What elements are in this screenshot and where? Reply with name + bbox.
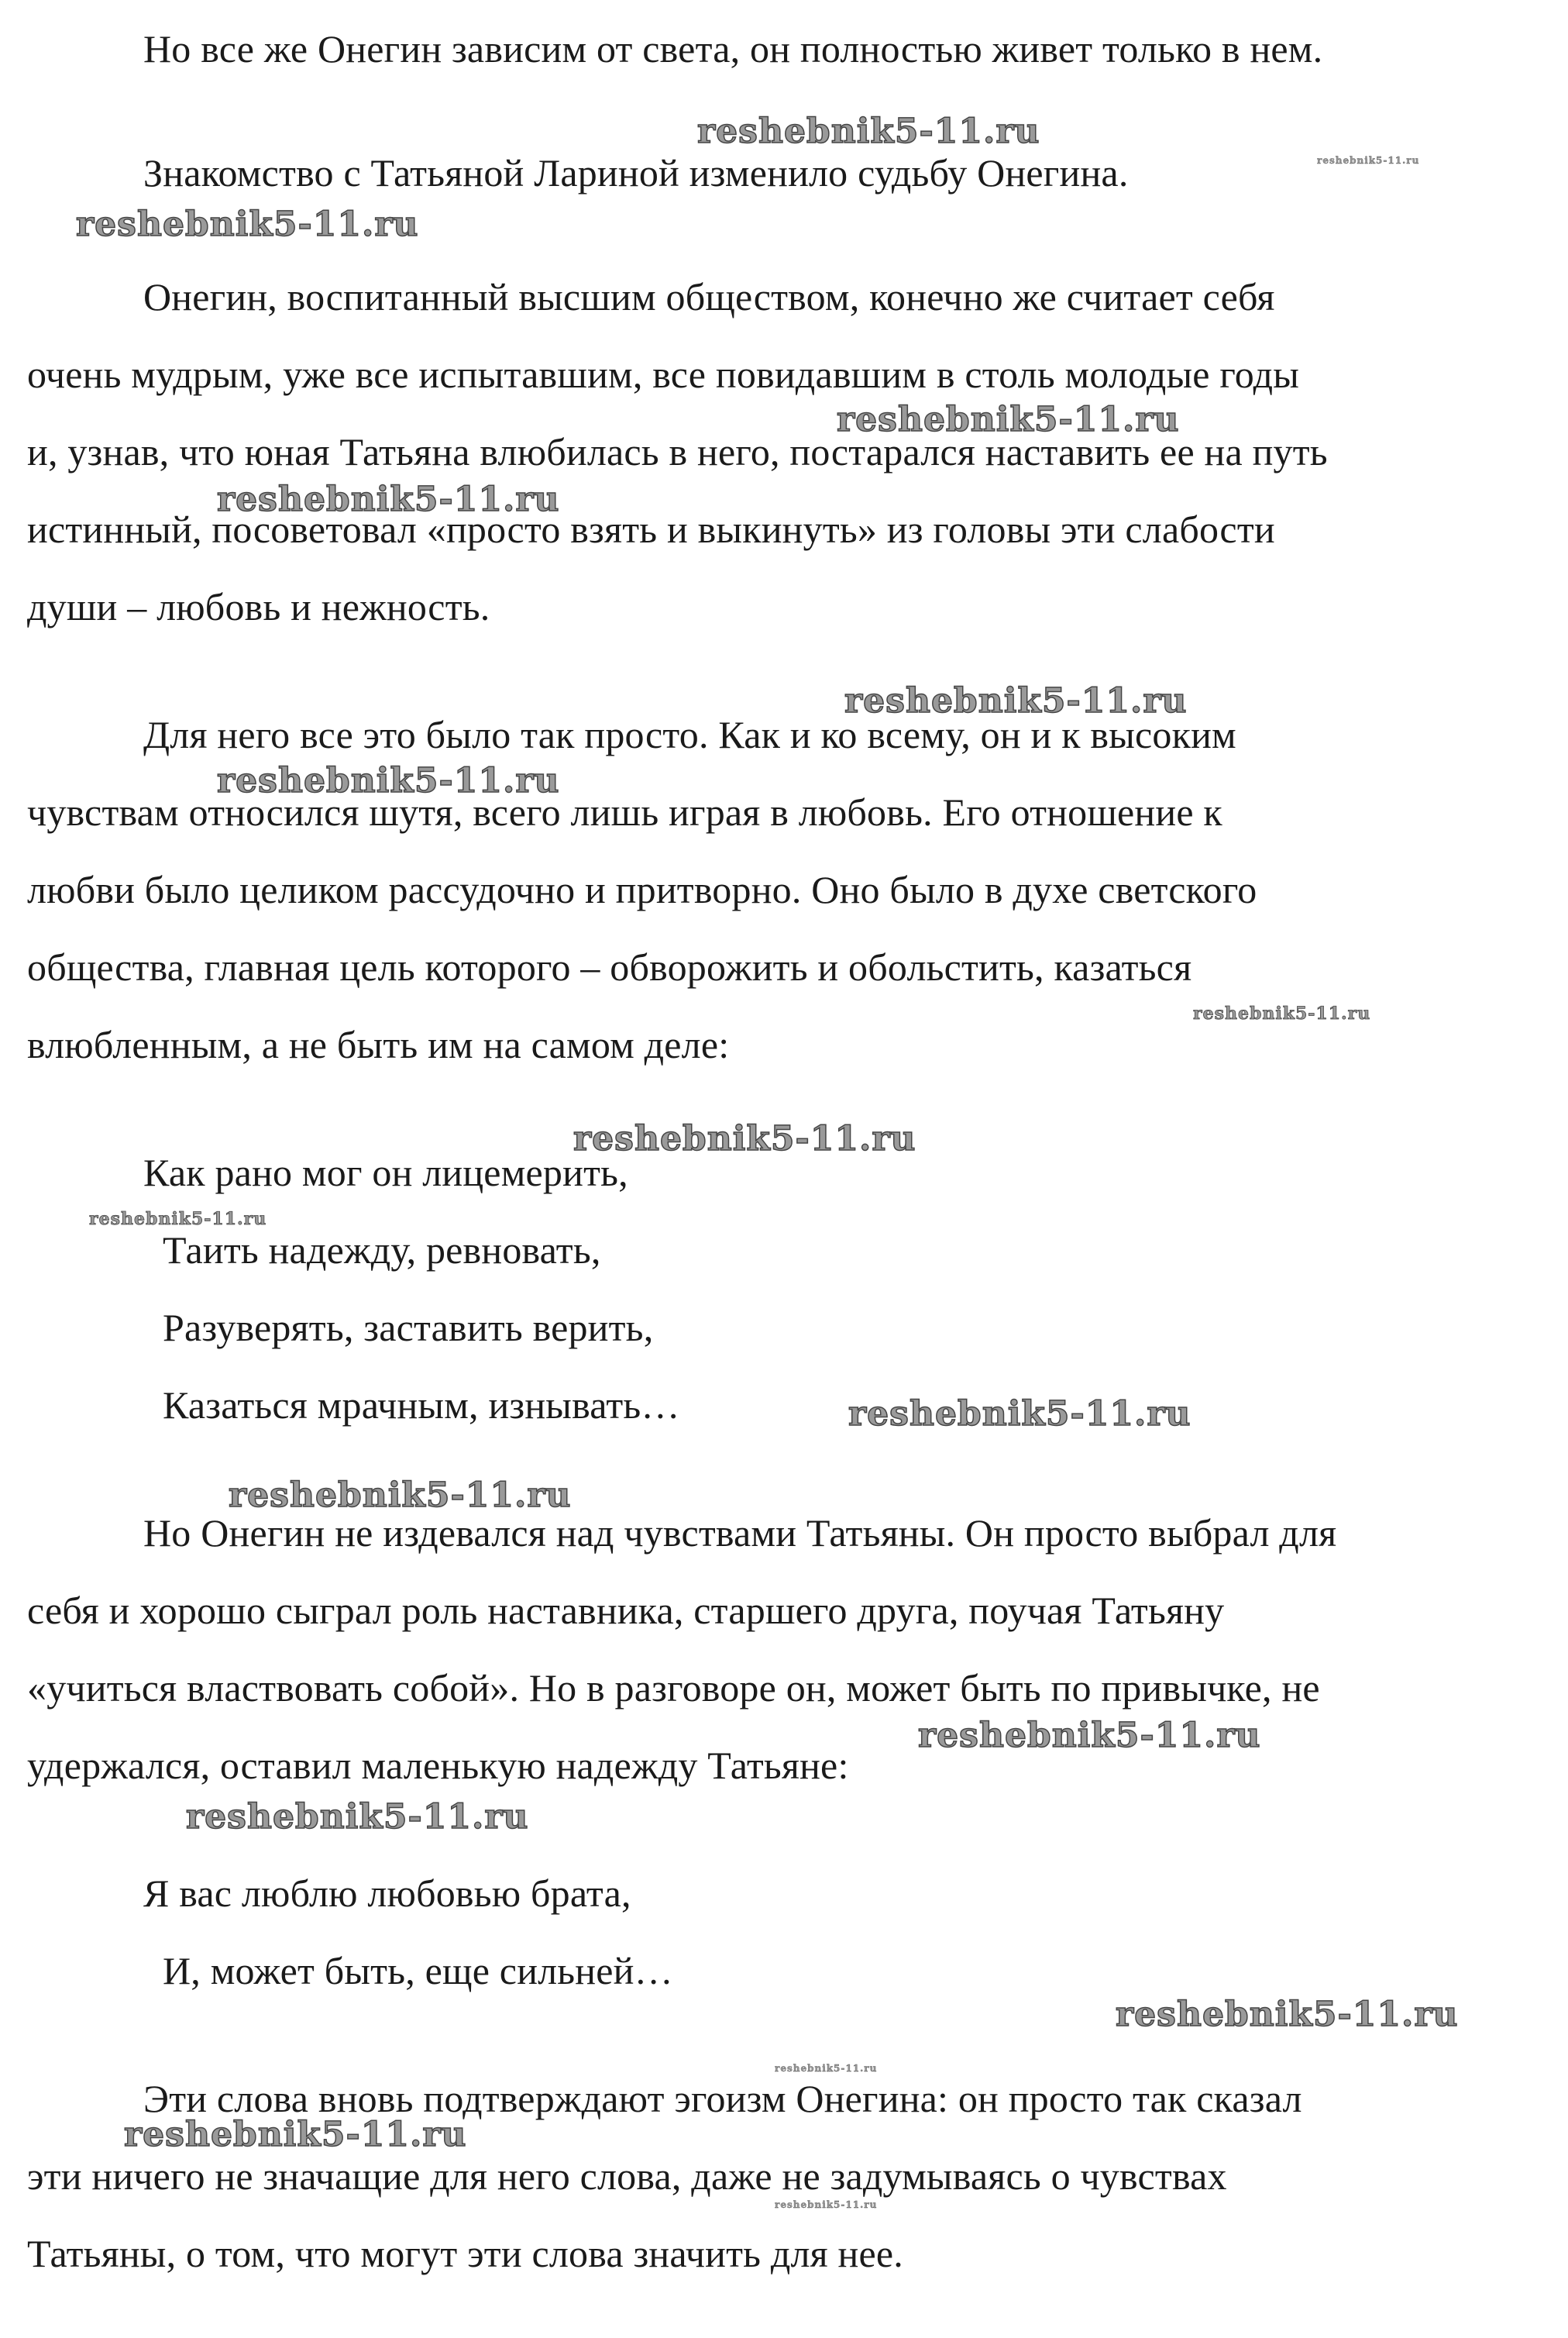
poem-1-line-4: Казаться мрачным, изнывать… bbox=[163, 1383, 680, 1427]
paragraph-3-line-3: и, узнав, что юная Татьяна влюбилась в него, постарался наставить ее на путь bbox=[27, 430, 1328, 473]
paragraph-1-line-1: Но все же Онегин зависим от света, он полностью живет только в нем. bbox=[143, 27, 1323, 71]
watermark: reshebnik5-11.ru bbox=[217, 761, 560, 801]
paragraph-4-line-1: Для него все это было так просто. Как и ко всему, он и к высоким bbox=[143, 713, 1236, 756]
poem-2-line-2: И, может быть, еще сильней… bbox=[163, 1949, 673, 1992]
watermark: reshebnik5-11.ru bbox=[124, 2115, 467, 2154]
watermark: reshebnik5-11.ru bbox=[229, 1475, 572, 1515]
paragraph-5-line-3: «учиться властвовать собой». Но в разговоре он, может быть по привычке, не bbox=[27, 1666, 1320, 1710]
paragraph-6-line-1: Эти слова вновь подтверждают эгоизм Онегина: он просто так сказал bbox=[143, 2077, 1302, 2120]
paragraph-5-line-2: себя и хорошо сыграл роль наставника, старшего друга, поучая Татьяну bbox=[27, 1589, 1225, 1632]
watermark: reshebnik5-11.ru bbox=[848, 1394, 1191, 1434]
watermark: reshebnik5-11.ru bbox=[697, 112, 1040, 151]
paragraph-5-line-1: Но Онегин не издевался над чувствами Татьяны. Он просто выбрал для bbox=[143, 1511, 1337, 1555]
poem-1-line-3: Разуверять, заставить верить, bbox=[163, 1306, 654, 1349]
paragraph-3-line-4: истинный, посоветовал «просто взять и выкинуть» из головы эти слабости bbox=[27, 508, 1275, 551]
paragraph-6-line-2: эти ничего не значащие для него слова, даже не задумываясь о чувствах bbox=[27, 2154, 1227, 2198]
paragraph-4-line-5: влюбленным, а не быть им на самом деле: bbox=[27, 1023, 730, 1066]
watermark: reshebnik5-11.ru bbox=[844, 681, 1188, 721]
watermark: reshebnik5-11.ru bbox=[89, 1209, 267, 1229]
paragraph-2-line-1: Знакомство с Татьяной Лариной изменило судьбу Онегина. bbox=[143, 151, 1129, 195]
watermark: reshebnik5-11.ru bbox=[186, 1797, 529, 1837]
watermark: reshebnik5-11.ru bbox=[76, 205, 419, 244]
poem-1-line-1: Как рано мог он лицемерить, bbox=[143, 1151, 628, 1194]
watermark: reshebnik5-11.ru bbox=[837, 400, 1180, 439]
watermark: reshebnik5-11.ru bbox=[217, 480, 560, 519]
watermark: reshebnik5-11.ru bbox=[573, 1119, 916, 1159]
watermark: reshebnik5-11.ru bbox=[775, 2063, 878, 2074]
paragraph-6-line-3: Татьяны, о том, что могут эти слова значить для нее. bbox=[27, 2232, 903, 2275]
poem-1-line-2: Таить надежду, ревновать, bbox=[163, 1228, 601, 1272]
watermark: reshebnik5-11.ru bbox=[918, 1716, 1261, 1755]
paragraph-5-line-4: удержался, оставил маленькую надежду Татьяне: bbox=[27, 1744, 849, 1787]
paragraph-3-line-2: очень мудрым, уже все испытавшим, все повидавшим в столь молодые годы bbox=[27, 353, 1299, 396]
paragraph-4-line-2: чувствам относился шутя, всего лишь играя в любовь. Его отношение к bbox=[27, 790, 1222, 834]
watermark: reshebnik5-11.ru bbox=[775, 2199, 878, 2210]
watermark: reshebnik5-11.ru bbox=[1193, 1004, 1371, 1024]
poem-2-line-1: Я вас люблю любовью брата, bbox=[143, 1871, 631, 1915]
watermark: reshebnik5-11.ru bbox=[1317, 155, 1420, 166]
paragraph-4-line-3: любви было целиком рассудочно и притворно. Оно было в духе светского bbox=[27, 868, 1257, 911]
watermark: reshebnik5-11.ru bbox=[1116, 1995, 1459, 2034]
paragraph-4-line-4: общества, главная цель которого – обворожить и обольстить, казаться bbox=[27, 945, 1192, 989]
paragraph-3-line-1: Онегин, воспитанный высшим обществом, конечно же считает себя bbox=[143, 275, 1275, 319]
paragraph-3-line-5: души – любовь и нежность. bbox=[27, 585, 490, 628]
